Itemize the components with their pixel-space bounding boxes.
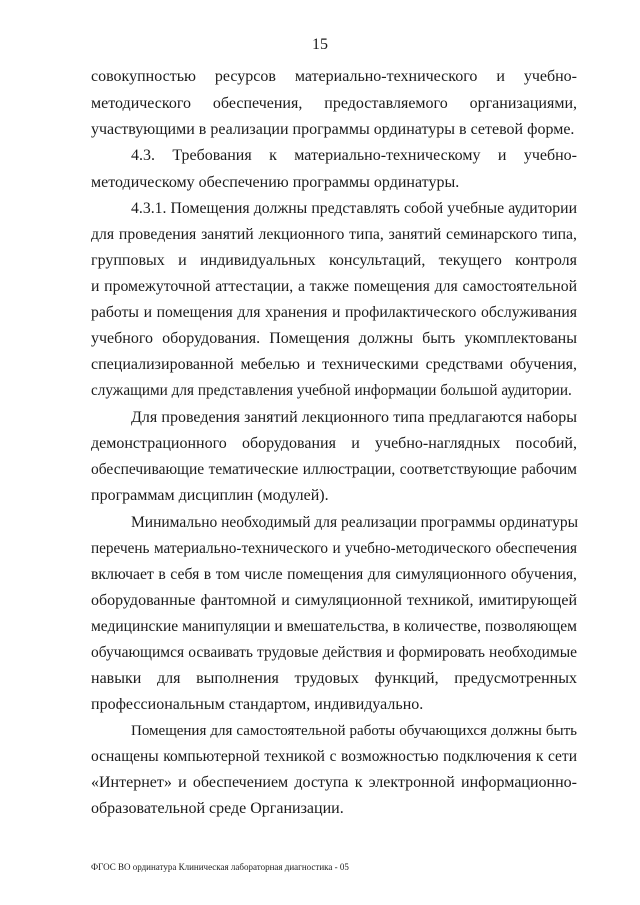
text-line: 4.3.1. Помещения должны представлять собой учебные аудитории	[131, 200, 577, 217]
text-line: учебного оборудования. Помещения должны быть укомплектованы	[91, 330, 577, 347]
text-line: служащими для представления учебной информации большой аудитории.	[91, 382, 572, 399]
text-line: Помещения для самостоятельной работы обучающихся должны быть	[131, 723, 577, 739]
section-heading-line: методическому обеспечению программы ординатуры.	[91, 174, 460, 191]
text-line: демонстрационного оборудования и учебно-наглядных пособий,	[91, 435, 577, 452]
text-line: образовательной среде Организации.	[91, 800, 344, 817]
text-line: оборудованные фантомной и симуляционной техникой, имитирующей	[91, 592, 577, 609]
text-line: Минимально необходимый для реализации программы ординатуры	[131, 514, 579, 531]
text-line: медицинские манипуляции и вмешательства, в количестве, позволяющем	[91, 618, 577, 635]
footer-note: ФГОС ВО ординатура Клиническая лабораторная диагностика - 05	[91, 862, 349, 872]
text-line: оснащены компьютерной техникой с возможностью подключения к сети	[91, 748, 577, 765]
text-line: методического обеспечения, предоставляемого организациями,	[91, 95, 577, 112]
text-line: для проведения занятий лекционного типа, занятий семинарского типа,	[91, 226, 577, 243]
text-line: программам дисциплин (модулей).	[91, 487, 329, 504]
text-line: профессиональным стандартом, индивидуально.	[91, 696, 424, 713]
text-line: групповых и индивидуальных консультаций, текущего контроля	[91, 252, 577, 269]
section-heading-line: 4.3. Требования к материально-техническому и учебно-	[131, 147, 577, 164]
text-line: совокупностью ресурсов материально-технического и учебно-	[91, 68, 577, 85]
text-line: обучающимся осваивать трудовые действия и формировать необходимые	[91, 644, 577, 661]
text-line: включает в себя в том числе помещения для симуляционного обучения,	[91, 566, 577, 583]
text-line: обеспечивающие тематические иллюстрации, соответствующие рабочим	[91, 461, 577, 478]
text-line: работы и помещения для хранения и профилактического обслуживания	[91, 304, 577, 321]
text-line: «Интернет» и обеспечением доступа к электронной информационно-	[91, 774, 577, 791]
text-line: Для проведения занятий лекционного типа предлагаются наборы	[131, 409, 577, 426]
text-line: и промежуточной аттестации, а также помещения для самостоятельной	[91, 278, 577, 295]
text-line: перечень материально-технического и учебно-методического обеспечения	[91, 540, 577, 557]
page-number: 15	[312, 36, 328, 53]
text-line: специализированной мебелью и техническими средствами обучения,	[91, 356, 577, 373]
text-line: навыки для выполнения трудовых функций, предусмотренных	[91, 670, 577, 687]
text-line: участвующими в реализации программы ординатуры в сетевой форме.	[91, 121, 575, 138]
